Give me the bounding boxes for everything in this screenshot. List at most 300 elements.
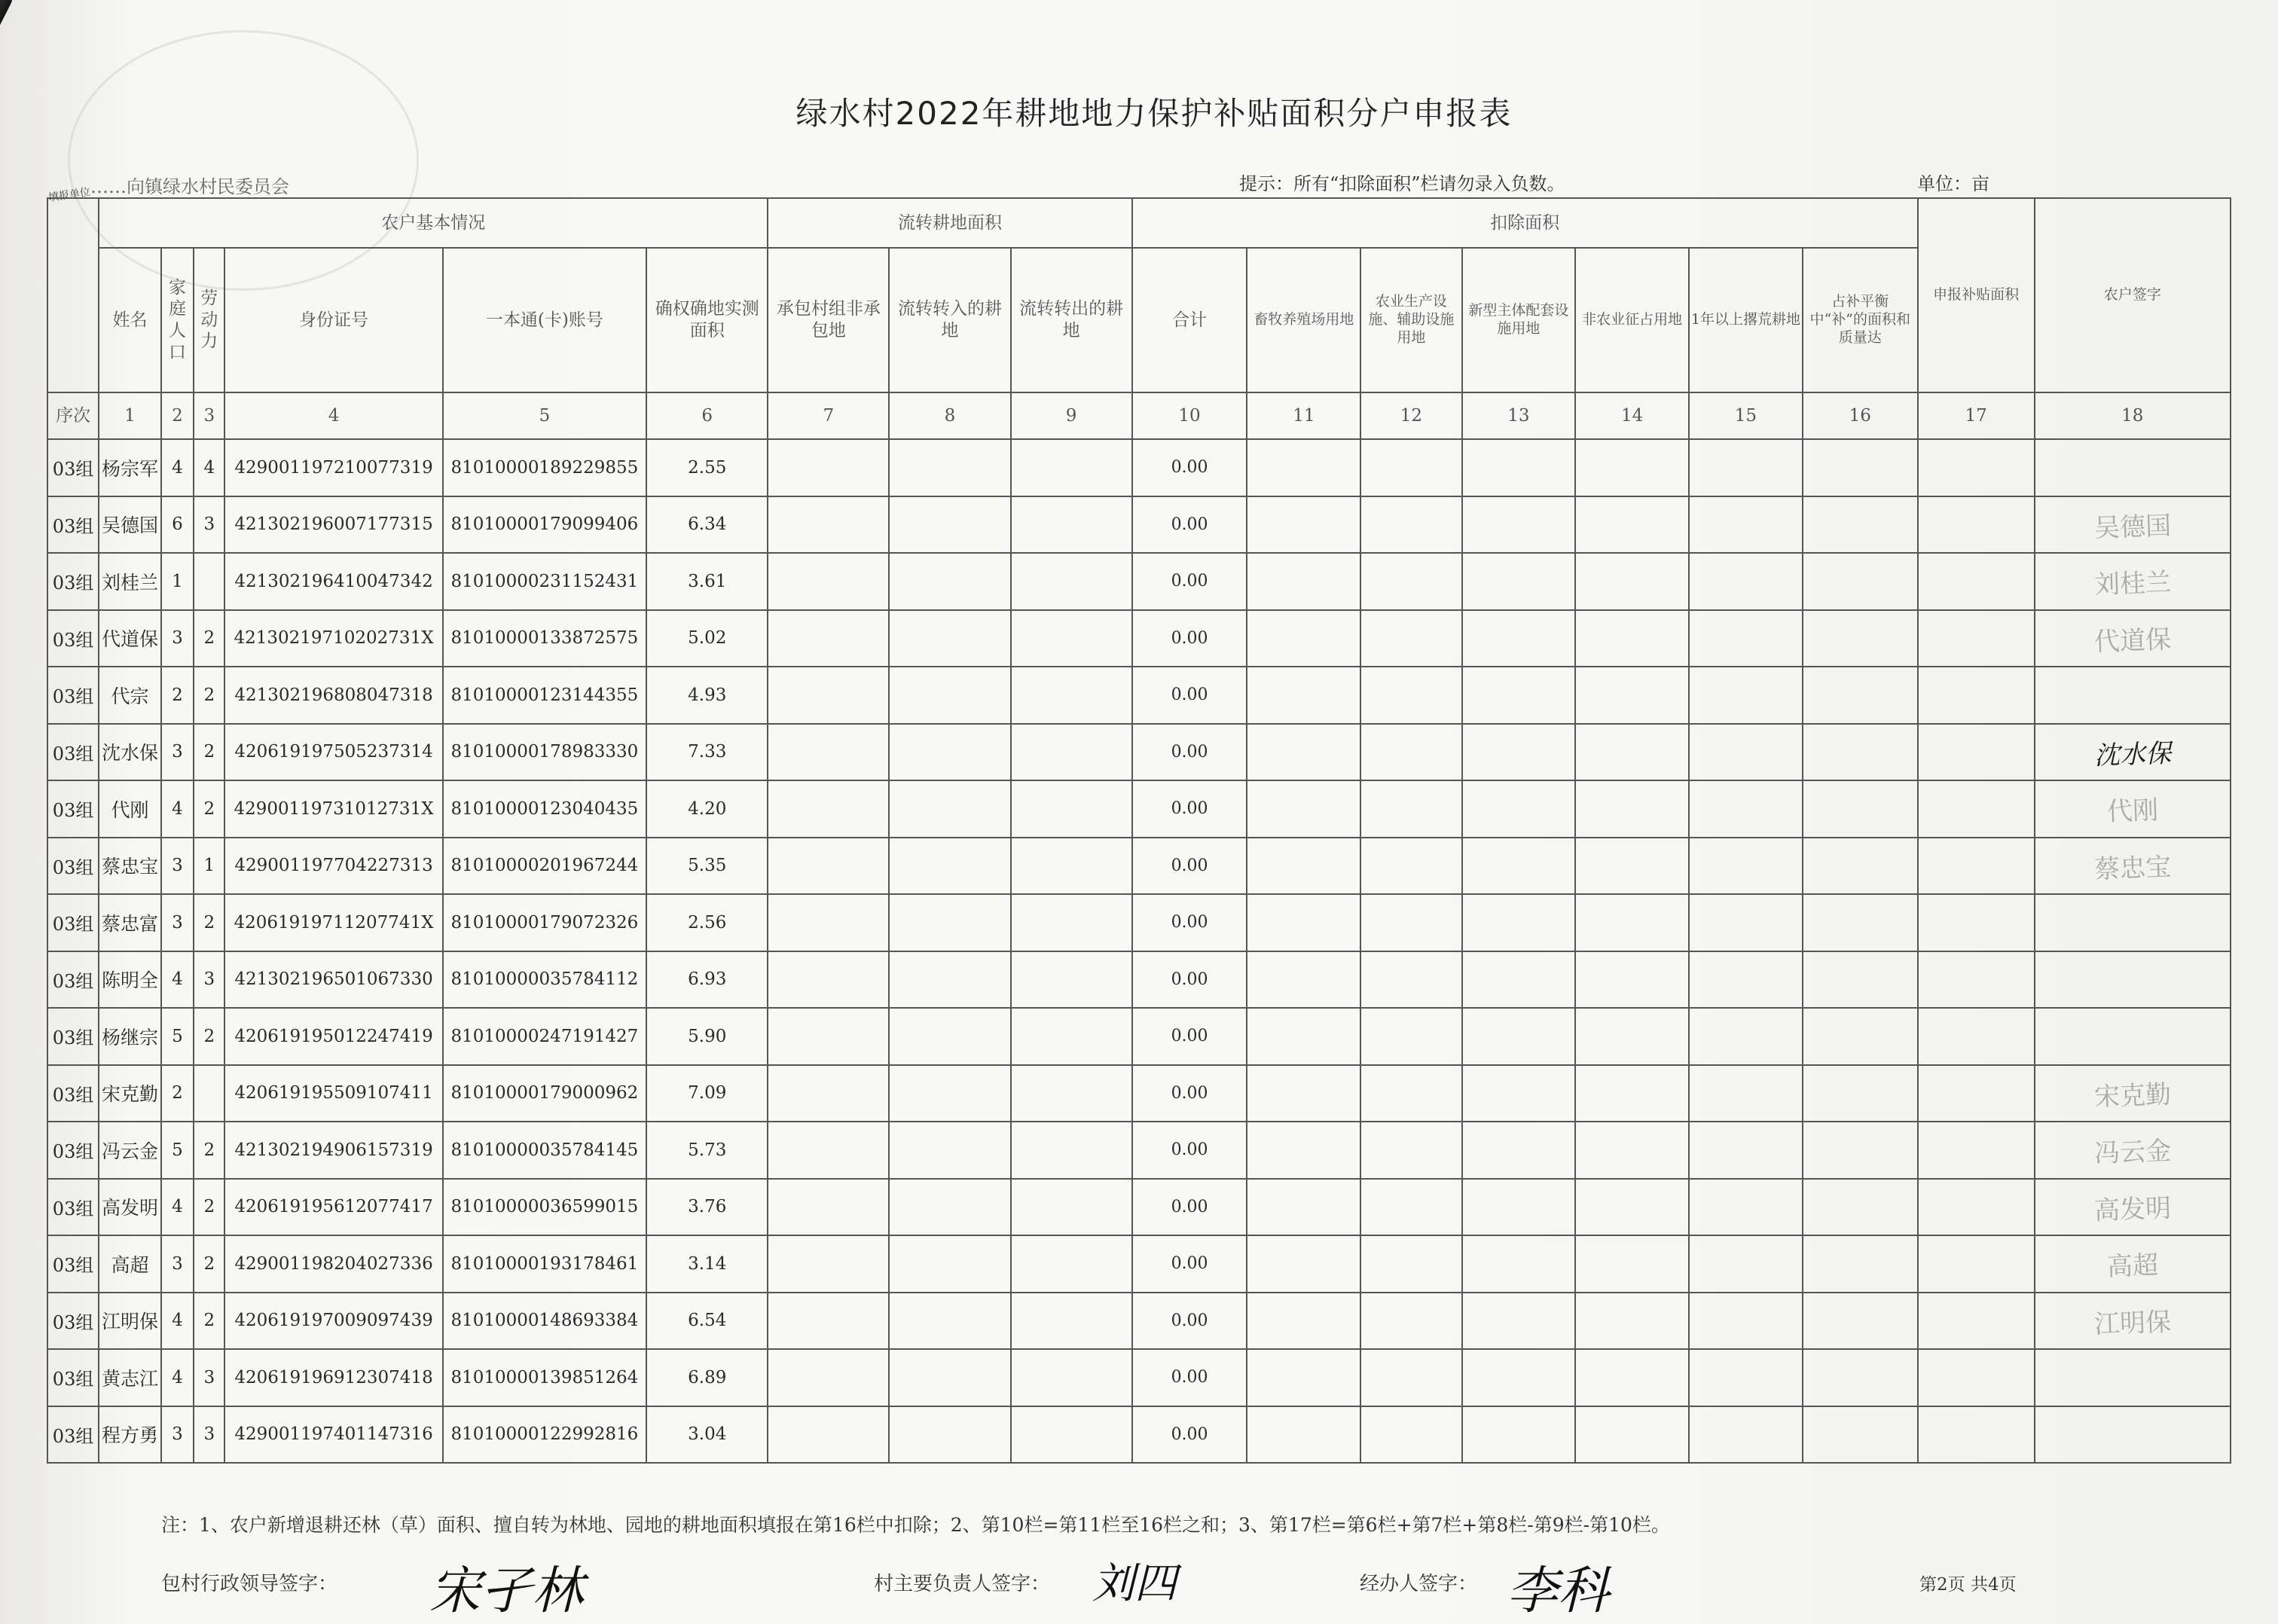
transfer-contract-cell (768, 1293, 889, 1350)
account-cell: 81010000123144355 (443, 667, 647, 724)
apply-area-cell (1918, 1008, 2035, 1065)
population-cell: 1 (161, 553, 194, 610)
group-cell: 03组 (47, 951, 99, 1009)
deduct-facility-cell (1360, 1293, 1461, 1350)
transfer-out-cell (1011, 610, 1132, 667)
deduct-livestock-cell (1247, 553, 1360, 610)
table-row (47, 1235, 2231, 1293)
transfer-in-cell (889, 838, 1010, 895)
id-number-cell: 420619196912307418 (224, 1349, 442, 1406)
deduct-total-cell: 0.00 (1132, 838, 1247, 895)
footnote: 注：1、农户新增退耕还林（草）面积、擅自转为林地、园地的耕地面积填报在第16栏中扣除；2、第10栏=第11栏至16栏之和；3、第17栏=第6栏+第7栏+第8栏-第9栏-第10栏。 (161, 1514, 1670, 1536)
transfer-in-cell (889, 1235, 1010, 1293)
transfer-contract-cell (768, 1406, 889, 1464)
deduct-balance-cell (1803, 1349, 1918, 1406)
transfer-out-cell (1011, 439, 1132, 496)
deduct-balance-cell (1803, 496, 1918, 554)
deduct-balance-cell (1803, 780, 1918, 838)
labor-cell: 2 (194, 1235, 224, 1293)
table-row (47, 667, 2231, 724)
area-cell: 2.55 (646, 439, 768, 496)
column-number-11: 11 (1247, 392, 1360, 439)
apply-area-cell (1918, 1065, 2035, 1122)
farmer-sign-cell (2035, 1065, 2231, 1122)
transfer-in-cell (889, 724, 1010, 781)
population-cell: 2 (161, 1065, 194, 1122)
deduct-new-subject-cell (1462, 951, 1576, 1009)
apply-area-cell (1918, 838, 2035, 895)
deduct-total-cell: 0.00 (1132, 553, 1247, 610)
transfer-contract-cell (768, 838, 889, 895)
column-number-13: 13 (1462, 392, 1576, 439)
transfer-in-cell (889, 610, 1010, 667)
population-cell: 2 (161, 667, 194, 724)
deduct-total-cell: 0.00 (1132, 1406, 1247, 1464)
column-number-1: 1 (99, 392, 161, 439)
labor-cell: 2 (194, 780, 224, 838)
deduct-new-subject-cell (1462, 1008, 1576, 1065)
group-cell: 03组 (47, 1406, 99, 1464)
group-header-basic: 农户基本情况 (99, 198, 768, 248)
area-cell: 3.14 (646, 1235, 768, 1293)
deduct-new-subject-cell (1462, 894, 1576, 951)
column-header-apply-area: 申报补贴面积 (1918, 198, 2035, 392)
deduct-livestock-cell (1247, 1008, 1360, 1065)
deduct-abandoned-cell (1689, 894, 1803, 951)
deduct-facility-cell (1360, 1008, 1461, 1065)
apply-area-cell (1918, 553, 2035, 610)
name-cell: 刘桂兰 (99, 553, 161, 610)
deduct-total-cell: 0.00 (1132, 780, 1247, 838)
column-number-2: 2 (161, 392, 194, 439)
column-number-9: 9 (1011, 392, 1132, 439)
transfer-contract-cell (768, 1065, 889, 1122)
deduct-nonfarm-cell (1575, 1349, 1689, 1406)
farmer-sign-cell (2035, 1008, 2231, 1065)
name-cell: 宋克勤 (99, 1065, 161, 1122)
table-row (47, 1293, 2231, 1350)
farmer-sign-cell (2035, 553, 2231, 610)
area-cell: 3.76 (646, 1179, 768, 1236)
farmer-signature: 代道保 (2093, 624, 2172, 658)
table-row (47, 1008, 2231, 1065)
name-cell: 杨宗军 (99, 439, 161, 496)
farmer-sign-cell (2035, 1406, 2231, 1464)
id-number-cell: 420619195509107411 (224, 1065, 442, 1122)
deduct-livestock-cell (1247, 439, 1360, 496)
transfer-contract-cell (768, 1179, 889, 1236)
labor-cell: 2 (194, 1293, 224, 1350)
area-cell: 7.09 (646, 1065, 768, 1122)
deduct-total-cell: 0.00 (1132, 610, 1247, 667)
column-number-5: 5 (443, 392, 647, 439)
deduct-nonfarm-cell (1575, 439, 1689, 496)
deduct-nonfarm-cell (1575, 1008, 1689, 1065)
deduct-total-cell: 0.00 (1132, 1349, 1247, 1406)
deduct-nonfarm-cell (1575, 1235, 1689, 1293)
deduct-livestock-cell (1247, 1406, 1360, 1464)
account-cell: 81010000123040435 (443, 780, 647, 838)
labor-cell: 2 (194, 610, 224, 667)
account-cell: 81010000247191427 (443, 1008, 647, 1065)
deduct-abandoned-cell (1689, 610, 1803, 667)
labor-cell: 2 (194, 894, 224, 951)
deduct-livestock-cell (1247, 894, 1360, 951)
transfer-in-cell (889, 894, 1010, 951)
transfer-in-cell (889, 1406, 1010, 1464)
labor-cell (194, 1065, 224, 1122)
transfer-contract-cell (768, 1008, 889, 1065)
table-row (47, 496, 2231, 554)
deduct-livestock-cell (1247, 1235, 1360, 1293)
group-cell: 03组 (47, 610, 99, 667)
population-cell: 3 (161, 1406, 194, 1464)
transfer-in-cell (889, 1293, 1010, 1350)
deduct-facility-cell (1360, 553, 1461, 610)
deduct-balance-cell (1803, 439, 1918, 496)
group-cell: 03组 (47, 496, 99, 554)
transfer-contract-cell (768, 667, 889, 724)
name-cell: 程方勇 (99, 1406, 161, 1464)
deduct-new-subject-cell (1462, 1293, 1576, 1350)
deduct-abandoned-cell (1689, 724, 1803, 781)
deduct-total-cell: 0.00 (1132, 894, 1247, 951)
apply-area-cell (1918, 496, 2035, 554)
apply-area-cell (1918, 951, 2035, 1009)
deduct-livestock-cell (1247, 610, 1360, 667)
column-number-15: 15 (1689, 392, 1803, 439)
table-row (47, 1065, 2231, 1122)
transfer-out-cell (1011, 1008, 1132, 1065)
group-cell: 03组 (47, 667, 99, 724)
transfer-in-cell (889, 780, 1010, 838)
transfer-out-cell (1011, 496, 1132, 554)
transfer-out-cell (1011, 1349, 1132, 1406)
transfer-out-cell (1011, 1406, 1132, 1464)
deduct-facility-cell (1360, 610, 1461, 667)
column-number-12: 12 (1360, 392, 1461, 439)
area-cell: 6.34 (646, 496, 768, 554)
deduct-abandoned-cell (1689, 439, 1803, 496)
deduct-facility-cell (1360, 667, 1461, 724)
page-indicator: 第2页 共4页 (1919, 1575, 2017, 1595)
account-cell: 81010000178983330 (443, 724, 647, 781)
column-number-10: 10 (1132, 392, 1247, 439)
farmer-signature: 高超 (2106, 1250, 2159, 1283)
account-cell: 81010000179072326 (443, 894, 647, 951)
deduct-new-subject-cell (1462, 1235, 1576, 1293)
deduct-nonfarm-cell (1575, 1179, 1689, 1236)
leader-signature: 宋孑林 (429, 1561, 584, 1621)
subsidy-table (47, 197, 2231, 1464)
account-cell: 81010000122992816 (443, 1406, 647, 1464)
farmer-sign-cell (2035, 667, 2231, 724)
deduct-livestock-cell (1247, 780, 1360, 838)
column-header-7: 承包村组非承包地 (768, 248, 889, 392)
column-header-12: 农业生产设施、辅助设施用地 (1360, 248, 1461, 392)
farmer-sign-cell (2035, 610, 2231, 667)
name-cell: 高超 (99, 1235, 161, 1293)
deduct-abandoned-cell (1689, 838, 1803, 895)
deduct-total-cell: 0.00 (1132, 1293, 1247, 1350)
deduct-balance-cell (1803, 610, 1918, 667)
deduct-total-cell: 0.00 (1132, 1179, 1247, 1236)
table-row (47, 553, 2231, 610)
column-header-11: 畜牧养殖场用地 (1247, 248, 1360, 392)
area-cell: 3.04 (646, 1406, 768, 1464)
deduct-facility-cell (1360, 496, 1461, 554)
transfer-in-cell (889, 667, 1010, 724)
area-cell: 3.61 (646, 553, 768, 610)
deduct-abandoned-cell (1689, 553, 1803, 610)
deduct-abandoned-cell (1689, 1406, 1803, 1464)
apply-area-cell (1918, 724, 2035, 781)
name-cell: 代宗 (99, 667, 161, 724)
deduct-facility-cell (1360, 1179, 1461, 1236)
deduct-nonfarm-cell (1575, 496, 1689, 554)
transfer-in-cell (889, 439, 1010, 496)
deduct-nonfarm-cell (1575, 553, 1689, 610)
table-row (47, 1406, 2231, 1464)
name-cell: 黄志江 (99, 1349, 161, 1406)
labor-cell (194, 553, 224, 610)
transfer-out-cell (1011, 951, 1132, 1009)
farmer-signature: 江明保 (2093, 1306, 2172, 1340)
deduct-facility-cell (1360, 724, 1461, 781)
population-cell: 4 (161, 780, 194, 838)
farmer-signature: 代刚 (2106, 795, 2159, 828)
handler-signature: 李科 (1507, 1561, 1610, 1621)
apply-area-cell (1918, 894, 2035, 951)
column-number-17: 17 (1918, 392, 2035, 439)
name-cell: 吴德国 (99, 496, 161, 554)
apply-area-cell (1918, 1293, 2035, 1350)
column-header-1: 姓名 (99, 248, 161, 392)
deduct-balance-cell (1803, 1122, 1918, 1179)
group-cell: 03组 (47, 1235, 99, 1293)
area-cell: 5.73 (646, 1122, 768, 1179)
deduct-nonfarm-cell (1575, 610, 1689, 667)
account-cell: 81010000035784112 (443, 951, 647, 1009)
farmer-signature: 蔡忠宝 (2093, 851, 2172, 885)
deduct-nonfarm-cell (1575, 1293, 1689, 1350)
transfer-contract-cell (768, 439, 889, 496)
group-cell: 03组 (47, 780, 99, 838)
id-number-cell: 42130219710202731X (224, 610, 442, 667)
deduct-nonfarm-cell (1575, 838, 1689, 895)
deduct-new-subject-cell (1462, 1406, 1576, 1464)
farmer-sign-cell (2035, 724, 2231, 781)
id-number-cell: 421302196410047342 (224, 553, 442, 610)
farmer-signature: 冯云金 (2093, 1136, 2172, 1170)
id-number-cell: 420619197505237314 (224, 724, 442, 781)
transfer-in-cell (889, 1008, 1010, 1065)
apply-area-cell (1918, 1122, 2035, 1179)
transfer-contract-cell (768, 1349, 889, 1406)
farmer-sign-cell (2035, 496, 2231, 554)
population-cell: 3 (161, 838, 194, 895)
table-row (47, 951, 2231, 1009)
column-number-7: 7 (768, 392, 889, 439)
farmer-sign-cell (2035, 1293, 2231, 1350)
deduct-new-subject-cell (1462, 439, 1576, 496)
table-row (47, 439, 2231, 496)
population-cell: 3 (161, 1235, 194, 1293)
column-header-8: 流转转入的耕地 (889, 248, 1010, 392)
id-number-cell: 429001197210077319 (224, 439, 442, 496)
area-cell: 5.35 (646, 838, 768, 895)
village-head-signature: 刘四 (1092, 1559, 1177, 1608)
deduct-livestock-cell (1247, 1349, 1360, 1406)
labor-cell: 2 (194, 667, 224, 724)
deduct-livestock-cell (1247, 1179, 1360, 1236)
account-cell: 81010000231152431 (443, 553, 647, 610)
group-cell: 03组 (47, 1008, 99, 1065)
transfer-in-cell (889, 951, 1010, 1009)
account-cell: 81010000201967244 (443, 838, 647, 895)
deduct-abandoned-cell (1689, 667, 1803, 724)
deduct-facility-cell (1360, 439, 1461, 496)
farmer-signature: 高发明 (2093, 1192, 2172, 1226)
table-row (47, 724, 2231, 781)
apply-area-cell (1918, 1406, 2035, 1464)
farmer-sign-cell (2035, 780, 2231, 838)
population-cell: 6 (161, 496, 194, 554)
transfer-contract-cell (768, 780, 889, 838)
transfer-out-cell (1011, 724, 1132, 781)
header-corner (47, 198, 99, 392)
account-cell: 81010000139851264 (443, 1349, 647, 1406)
group-cell: 03组 (47, 1349, 99, 1406)
group-cell: 03组 (47, 894, 99, 951)
transfer-out-cell (1011, 894, 1132, 951)
name-cell: 代道保 (99, 610, 161, 667)
deduct-nonfarm-cell (1575, 667, 1689, 724)
table-row (47, 838, 2231, 895)
labor-cell: 2 (194, 1179, 224, 1236)
column-header-farmer-sign: 农户签字 (2035, 198, 2231, 392)
handler-sign-label: 经办人签字： (1360, 1573, 1478, 1595)
org-tag: 填报单位 (47, 186, 91, 204)
organization: ……向镇绿水村民委员会 (90, 176, 289, 197)
area-cell: 6.89 (646, 1349, 768, 1406)
account-cell: 81010000193178461 (443, 1235, 647, 1293)
transfer-out-cell (1011, 1235, 1132, 1293)
transfer-contract-cell (768, 553, 889, 610)
area-cell: 4.20 (646, 780, 768, 838)
account-cell: 81010000189229855 (443, 439, 647, 496)
deduct-livestock-cell (1247, 951, 1360, 1009)
deduct-total-cell: 0.00 (1132, 1235, 1247, 1293)
table-row (47, 610, 2231, 667)
transfer-out-cell (1011, 1122, 1132, 1179)
apply-area-cell (1918, 1349, 2035, 1406)
farmer-signature: 宋克勤 (2093, 1079, 2172, 1113)
column-number-16: 16 (1803, 392, 1918, 439)
transfer-in-cell (889, 1349, 1010, 1406)
transfer-out-cell (1011, 1179, 1132, 1236)
apply-area-cell (1918, 610, 2035, 667)
name-cell: 沈水保 (99, 724, 161, 781)
id-number-cell: 421302196808047318 (224, 667, 442, 724)
group-cell: 03组 (47, 1065, 99, 1122)
deduct-balance-cell (1803, 1065, 1918, 1122)
deduct-new-subject-cell (1462, 780, 1576, 838)
deduct-livestock-cell (1247, 838, 1360, 895)
population-cell: 4 (161, 1293, 194, 1350)
deduct-abandoned-cell (1689, 1293, 1803, 1350)
transfer-contract-cell (768, 1122, 889, 1179)
population-cell: 4 (161, 1349, 194, 1406)
deduct-total-cell: 0.00 (1132, 951, 1247, 1009)
deduct-nonfarm-cell (1575, 780, 1689, 838)
transfer-in-cell (889, 1179, 1010, 1236)
group-cell: 03组 (47, 553, 99, 610)
transfer-out-cell (1011, 838, 1132, 895)
name-cell: 杨继宗 (99, 1008, 161, 1065)
deduct-new-subject-cell (1462, 1122, 1576, 1179)
group-header-transfer: 流转耕地面积 (768, 198, 1131, 248)
deduct-facility-cell (1360, 1065, 1461, 1122)
farmer-signature: 刘桂兰 (2093, 567, 2172, 601)
deduct-livestock-cell (1247, 496, 1360, 554)
hint-text: 提示：所有“扣除面积”栏请勿录入负数。 (1239, 173, 1565, 194)
deduct-new-subject-cell (1462, 496, 1576, 554)
transfer-contract-cell (768, 951, 889, 1009)
account-cell: 81010000036599015 (443, 1179, 647, 1236)
farmer-signature: 沈水保 (2093, 737, 2172, 771)
deduct-abandoned-cell (1689, 1122, 1803, 1179)
area-cell: 6.93 (646, 951, 768, 1009)
labor-cell: 2 (194, 1008, 224, 1065)
area-cell: 2.56 (646, 894, 768, 951)
deduct-livestock-cell (1247, 724, 1360, 781)
deduct-total-cell: 0.00 (1132, 1008, 1247, 1065)
column-header-4: 身份证号 (224, 248, 442, 392)
labor-cell: 3 (194, 1349, 224, 1406)
unit-label: 单位：亩 (1917, 173, 1989, 194)
transfer-in-cell (889, 1122, 1010, 1179)
farmer-sign-cell (2035, 894, 2231, 951)
transfer-out-cell (1011, 553, 1132, 610)
deduct-livestock-cell (1247, 667, 1360, 724)
account-cell: 81010000179000962 (443, 1065, 647, 1122)
deduct-new-subject-cell (1462, 724, 1576, 781)
group-cell: 03组 (47, 1179, 99, 1236)
deduct-facility-cell (1360, 951, 1461, 1009)
column-header-5: 一本通(卡)账号 (443, 248, 647, 392)
population-cell: 4 (161, 1179, 194, 1236)
leader-sign-label: 包村行政领导签字： (161, 1573, 338, 1595)
transfer-contract-cell (768, 496, 889, 554)
apply-area-cell (1918, 1235, 2035, 1293)
id-number-cell: 420619195012247419 (224, 1008, 442, 1065)
labor-cell: 2 (194, 1122, 224, 1179)
deduct-balance-cell (1803, 724, 1918, 781)
deduct-new-subject-cell (1462, 838, 1576, 895)
deduct-facility-cell (1360, 894, 1461, 951)
deduct-facility-cell (1360, 1235, 1461, 1293)
id-number-cell: 42900119731012731X (224, 780, 442, 838)
group-cell: 03组 (47, 1122, 99, 1179)
column-number-3: 3 (194, 392, 224, 439)
deduct-balance-cell (1803, 1008, 1918, 1065)
deduct-abandoned-cell (1689, 1349, 1803, 1406)
apply-area-cell (1918, 780, 2035, 838)
labor-cell: 3 (194, 1406, 224, 1464)
deduct-abandoned-cell (1689, 496, 1803, 554)
column-header-15: 1年以上撂荒耕地 (1689, 248, 1803, 392)
